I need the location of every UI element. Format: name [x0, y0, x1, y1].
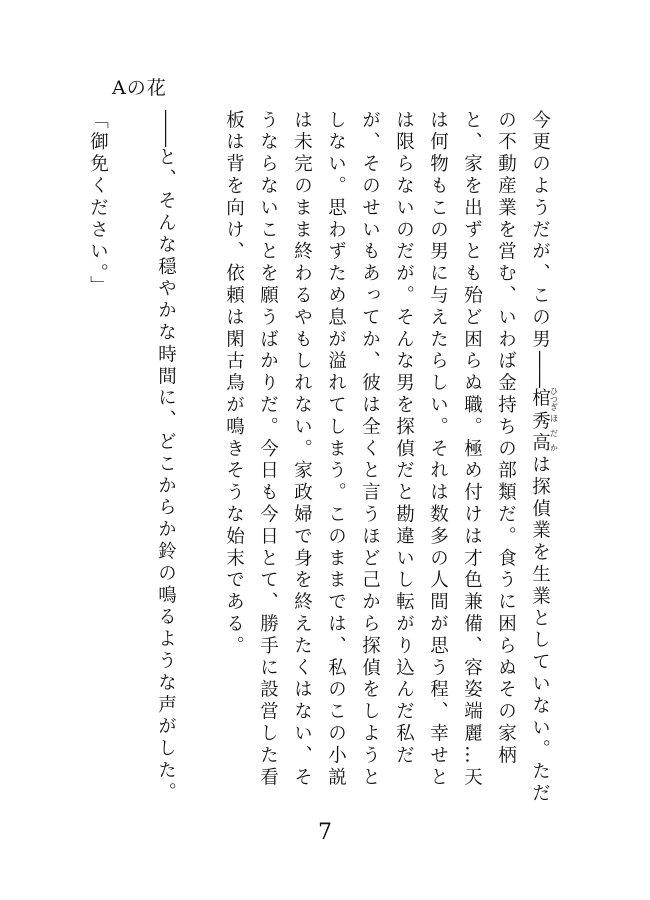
- em-dash: ――: [529, 350, 551, 388]
- running-header: Aの花: [112, 77, 167, 99]
- em-dash: ――: [155, 110, 177, 147]
- paragraph-dialogue: 「御免ください。」: [87, 110, 109, 298]
- paragraph-text: 今更のようだが、この男: [529, 110, 551, 351]
- character-name: [529, 386, 559, 455]
- paragraph-transition: [149, 110, 183, 810]
- page-number: 7: [318, 820, 332, 845]
- paragraph-narration: [217, 110, 559, 810]
- given-name-ruby: 秀高 ほだか: [529, 410, 559, 455]
- paragraph-text: と、そんな穏やかな時間に、どこからか鈴の鳴るような声がした。: [155, 147, 177, 804]
- surname-furigana: ひつぎ: [549, 386, 559, 411]
- given-name-furigana: ほだか: [549, 410, 559, 455]
- surname-ruby: 棺 ひつぎ: [529, 386, 559, 411]
- paragraph-text: は探偵業を生業としていない。ただの不動産業を営む、いわば金持ちの部類だ。食うに困らぬその家柄と、家を出ずとも殆ど困らぬ職。極め付けは才色兼備、容姿端麗…天は何物もこの男に与えたらしい。それは数多の人間が思う程、幸せとは限らないのだが。そんな男を探偵だと勘違いし転がり込んだ私だが、そのせいもあってか、彼は全くと言うほど己から探偵をしようとしない。思わずため息が溢れてしまう。このままでは、私のこの小説は未完のまま終わるやもしれない。家政婦で身を終えたくはない、そうならないことを願うばかりだ。今日も今日とて、勝手に設営した看板は背を向け、依頼は閑古鳥が鳴きそうな始末である。: [223, 110, 551, 806]
- vertical-text-body: [87, 110, 559, 810]
